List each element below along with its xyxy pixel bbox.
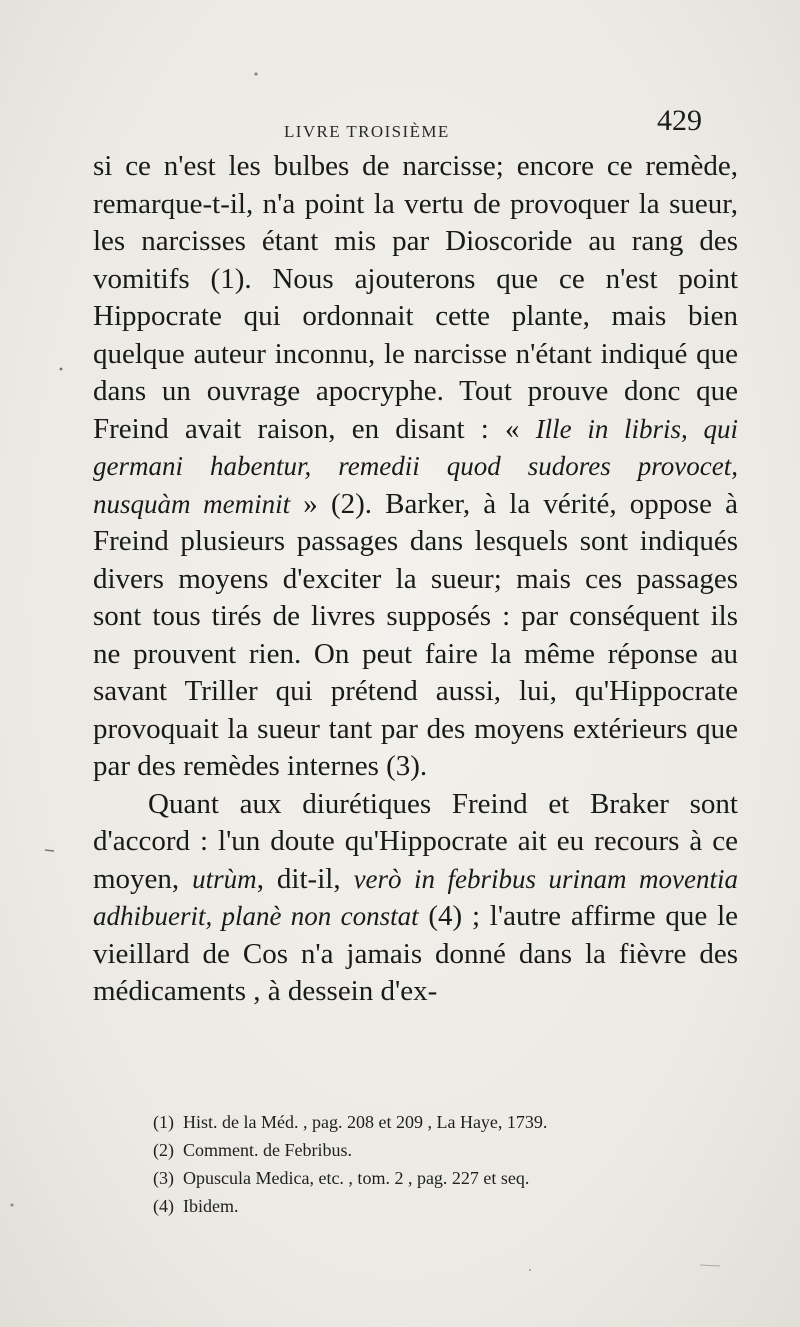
paragraph-2-text-c: (4) ; l'autre affirme que le vieillard de Cos n'a jamais donné dans la fièvre des médicaments , à dessein d'ex- (93, 900, 738, 1007)
paragraph-2-text-b: , dit-il, (256, 862, 354, 895)
paragraph-1 (93, 148, 738, 786)
latin-word: utrùm (192, 863, 257, 894)
paragraph-1-text-a: si ce n'est les bulbes de narcisse; encore ce remède, remarque-t-il, n'a point la vertu de provoquer la sueur, les narcisses étant mis par Dioscoride au rang des vomitifs (1). Nous ajouterons que ce n'est point Hippocrate qui ordonnait cette plante, mais bien quelque auteur inconnu, le narcisse n'étant indiqué que dans un ouvrage apocryphe. Tout prouve donc que Freind avait raison, en disant : « (93, 150, 738, 445)
latin-phrase: verò in febribus urinam moventia adhibuerit, planè non constat (93, 863, 738, 931)
footnote-marker: (4) (153, 1196, 174, 1216)
main-text (93, 148, 738, 1011)
footnote (153, 1136, 733, 1164)
latin-quotation: Ille in libris, qui germani habentur, remedii quod sudores provocet, nusquàm meminit (93, 413, 738, 519)
footnote (153, 1164, 733, 1192)
paragraph-2 (93, 786, 738, 1011)
footnote-text: Ibidem. (183, 1196, 239, 1216)
footnote-marker: (1) (153, 1112, 174, 1132)
paragraph-2-text-a: Quant aux diurétiques Freind et Braker sont d'accord : l'un doute qu'Hippocrate ait eu recours à ce moyen, (93, 787, 738, 895)
footnote-text: Opuscula Medica, etc. , tom. 2 , pag. 227 et seq. (183, 1168, 530, 1188)
footnote (153, 1192, 733, 1220)
footnote-text: Comment. de Febribus. (183, 1140, 352, 1160)
footnote-text: Hist. de la Méd. , pag. 208 et 209 , La Haye, 1739. (183, 1112, 548, 1132)
paragraph-1-text-b: » (2). Barker, à la vérité, oppose à Freind plusieurs passages dans lesquels sont indiqués divers moyens d'exciter la sueur; mais ces passages sont tous tirés de livres supposés : par conséquent ils ne prouvent rien. On peut faire la même réponse au savant Triller qui prétend aussi, lui, qu'Hippocrate provoquait la sueur tant par des moyens extérieurs que par des remèdes internes (3). (93, 487, 738, 782)
running-head: LIVRE TROISIÈME (284, 122, 450, 141)
page-header (0, 104, 800, 144)
page-number: 429 (657, 104, 702, 137)
footnote-marker: (2) (153, 1140, 174, 1160)
footnotes (153, 1108, 733, 1220)
footnote (153, 1108, 733, 1136)
footnote-marker: (3) (153, 1168, 174, 1188)
